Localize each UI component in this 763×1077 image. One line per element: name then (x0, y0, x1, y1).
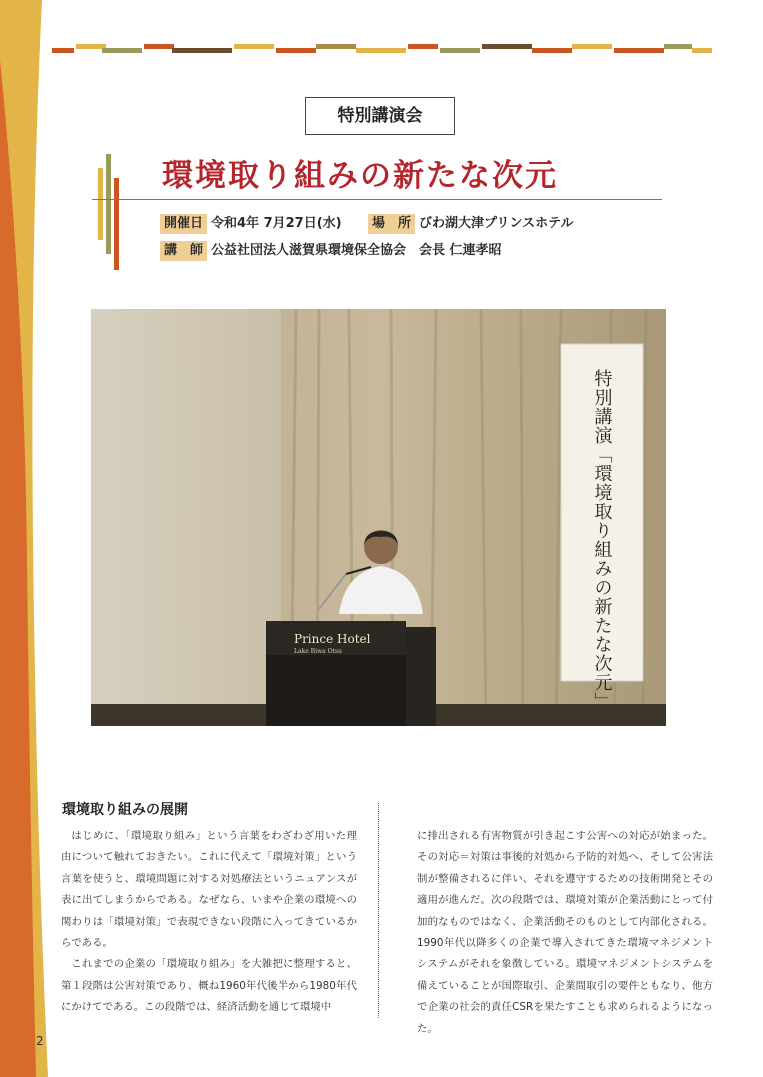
event-date-row (160, 214, 342, 234)
column-divider (378, 803, 379, 1018)
paragraph: はじめに、「環境取り組み」という言葉をわざわざ用いた理由について触れておきたい。これに代えて「環境対策」という言葉を使うと、環境問題に対する対処療法というニュアンスが表に出てしまうからである。なぜなら、いまや企業の環境への関わりは「環境対策」で表現できない段階に入ってきているからである。 (61, 830, 357, 950)
title-rule (92, 199, 662, 200)
place-label: 場 所 (368, 214, 415, 234)
paragraph: これまでの企業の「環境取り組み」を大雑把に整理すると、第１段階は公害対策であり、概ね1960年代後半から1980年代にかけてである。この段階では、経済活動を通じて環境中 (61, 958, 357, 1014)
paragraph: に排出される有害物質が引き起こす公害への対応が始まった。その対応＝対策は事後的対処から予防的対処へ、そして公害法制が整備されるに伴い、それを遵守するための技術開発とその適用が進んだ。次の段階では、環境対策が企業活動にとって付加的なものではなく、企業活動そのものとして内部化される。1990年代以降多くの企業で導入されてきた環境マネジメントシステムがそれを象徴している。環境マネジメントシステムを備えていることが国際取引、企業間取引の要件ともなり、他方で企業の社会的責任CSRを果たすことも求められるようになった。 (417, 830, 713, 1035)
place-value: びわ湖大津プリンスホテル (419, 216, 574, 231)
article-column-left (61, 826, 357, 1019)
event-place-row (368, 214, 573, 234)
lecture-photo (91, 309, 666, 726)
date-value: 令和4年 7月27日(水) (211, 216, 342, 231)
date-label: 開催日 (160, 214, 207, 234)
title-decoration (98, 154, 124, 270)
article-column-right (417, 826, 713, 1040)
speaker-label: 講 師 (160, 241, 207, 261)
podium-logo-subtext: Lake Biwa Otsu (294, 648, 342, 655)
podium-logo-text: Prince Hotel (294, 632, 371, 646)
speaker-value: 公益社団法人滋賀県環境保全協会 会長 仁連孝昭 (211, 243, 502, 258)
page-title: 環境取り組みの新たな次元 (162, 158, 558, 194)
top-ribbon (52, 44, 712, 58)
left-decorative-band (0, 0, 60, 1077)
banner-text: 特別講演「環境取り組みの新たな次元」 (591, 369, 613, 711)
event-type-label: 特別講演会 (305, 97, 455, 135)
event-speaker-row (160, 241, 502, 261)
section-heading: 環境取り組みの展開 (62, 802, 188, 818)
page-number: 2 (36, 1034, 44, 1048)
